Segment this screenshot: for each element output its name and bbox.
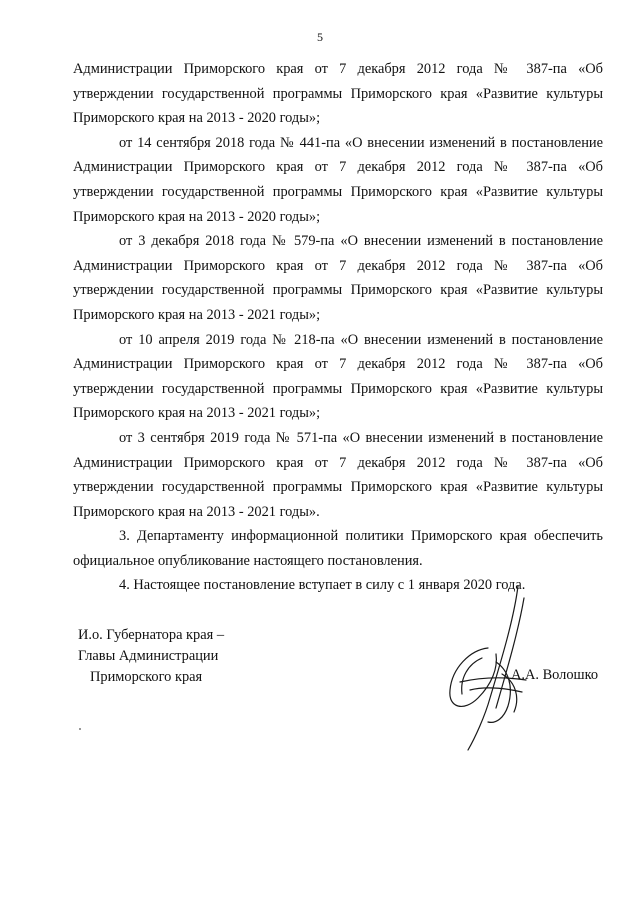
signer-position-line-2: Главы Администрации	[78, 648, 219, 664]
paragraph-7: 4. Настоящее постановление вступает в силу с 1 января 2020 года.	[119, 577, 526, 594]
signer-name: А.А. Волошко	[511, 667, 599, 683]
signer-position-line-3: Приморского края	[90, 669, 203, 685]
signer-position-line-1: И.о. Губернатора края –	[78, 627, 225, 643]
scan-speck	[79, 728, 81, 730]
handwritten-signature	[430, 578, 540, 753]
paragraph-4: от 10 апреля 2019 года № 218-па «О внесении изменений в постановление Администрации Приморского края от 7 декабря 2012 года № 387-па «Об утверждении государственной программы Приморского края «Развитие культуры Приморского края на 2013 - 2021 годы»;	[73, 331, 603, 422]
paragraph-1: Администрации Приморского края от 7 декабря 2012 года № 387-па «Об утверждении государственной программы Приморского края «Развитие культуры Приморского края на 2013 - 2020 годы»;	[73, 61, 603, 127]
signer-position	[78, 625, 224, 688]
paragraph-3: от 3 декабря 2018 года № 579-па «О внесении изменений в постановление Администрации Приморского края от 7 декабря 2012 года № 387-па «Об утверждении государственной программы Приморского края «Развитие культуры Приморского края на 2013 - 2021 годы»;	[73, 233, 603, 323]
paragraph-6: 3. Департаменту информационной политики Приморского края обеспечить официальное опубликование настоящего постановления.	[73, 528, 603, 569]
paragraph-5: от 3 сентября 2019 года № 571-па «О внесении изменений в постановление Администрации Приморского края от 7 декабря 2012 года № 387-па «Об утверждении государственной программы Приморского края «Развитие культуры Приморского края на 2013 - 2021 годы».	[73, 429, 603, 520]
page-number: 5	[317, 30, 323, 44]
paragraph-2: от 14 сентября 2018 года № 441-па «О внесении изменений в постановление Администрации Приморского края от 7 декабря 2012 года № 387-па «Об утверждении государственной программы Приморского края «Развитие культуры Приморского края на 2013 - 2020 годы»;	[73, 134, 603, 225]
document-body	[73, 57, 603, 598]
